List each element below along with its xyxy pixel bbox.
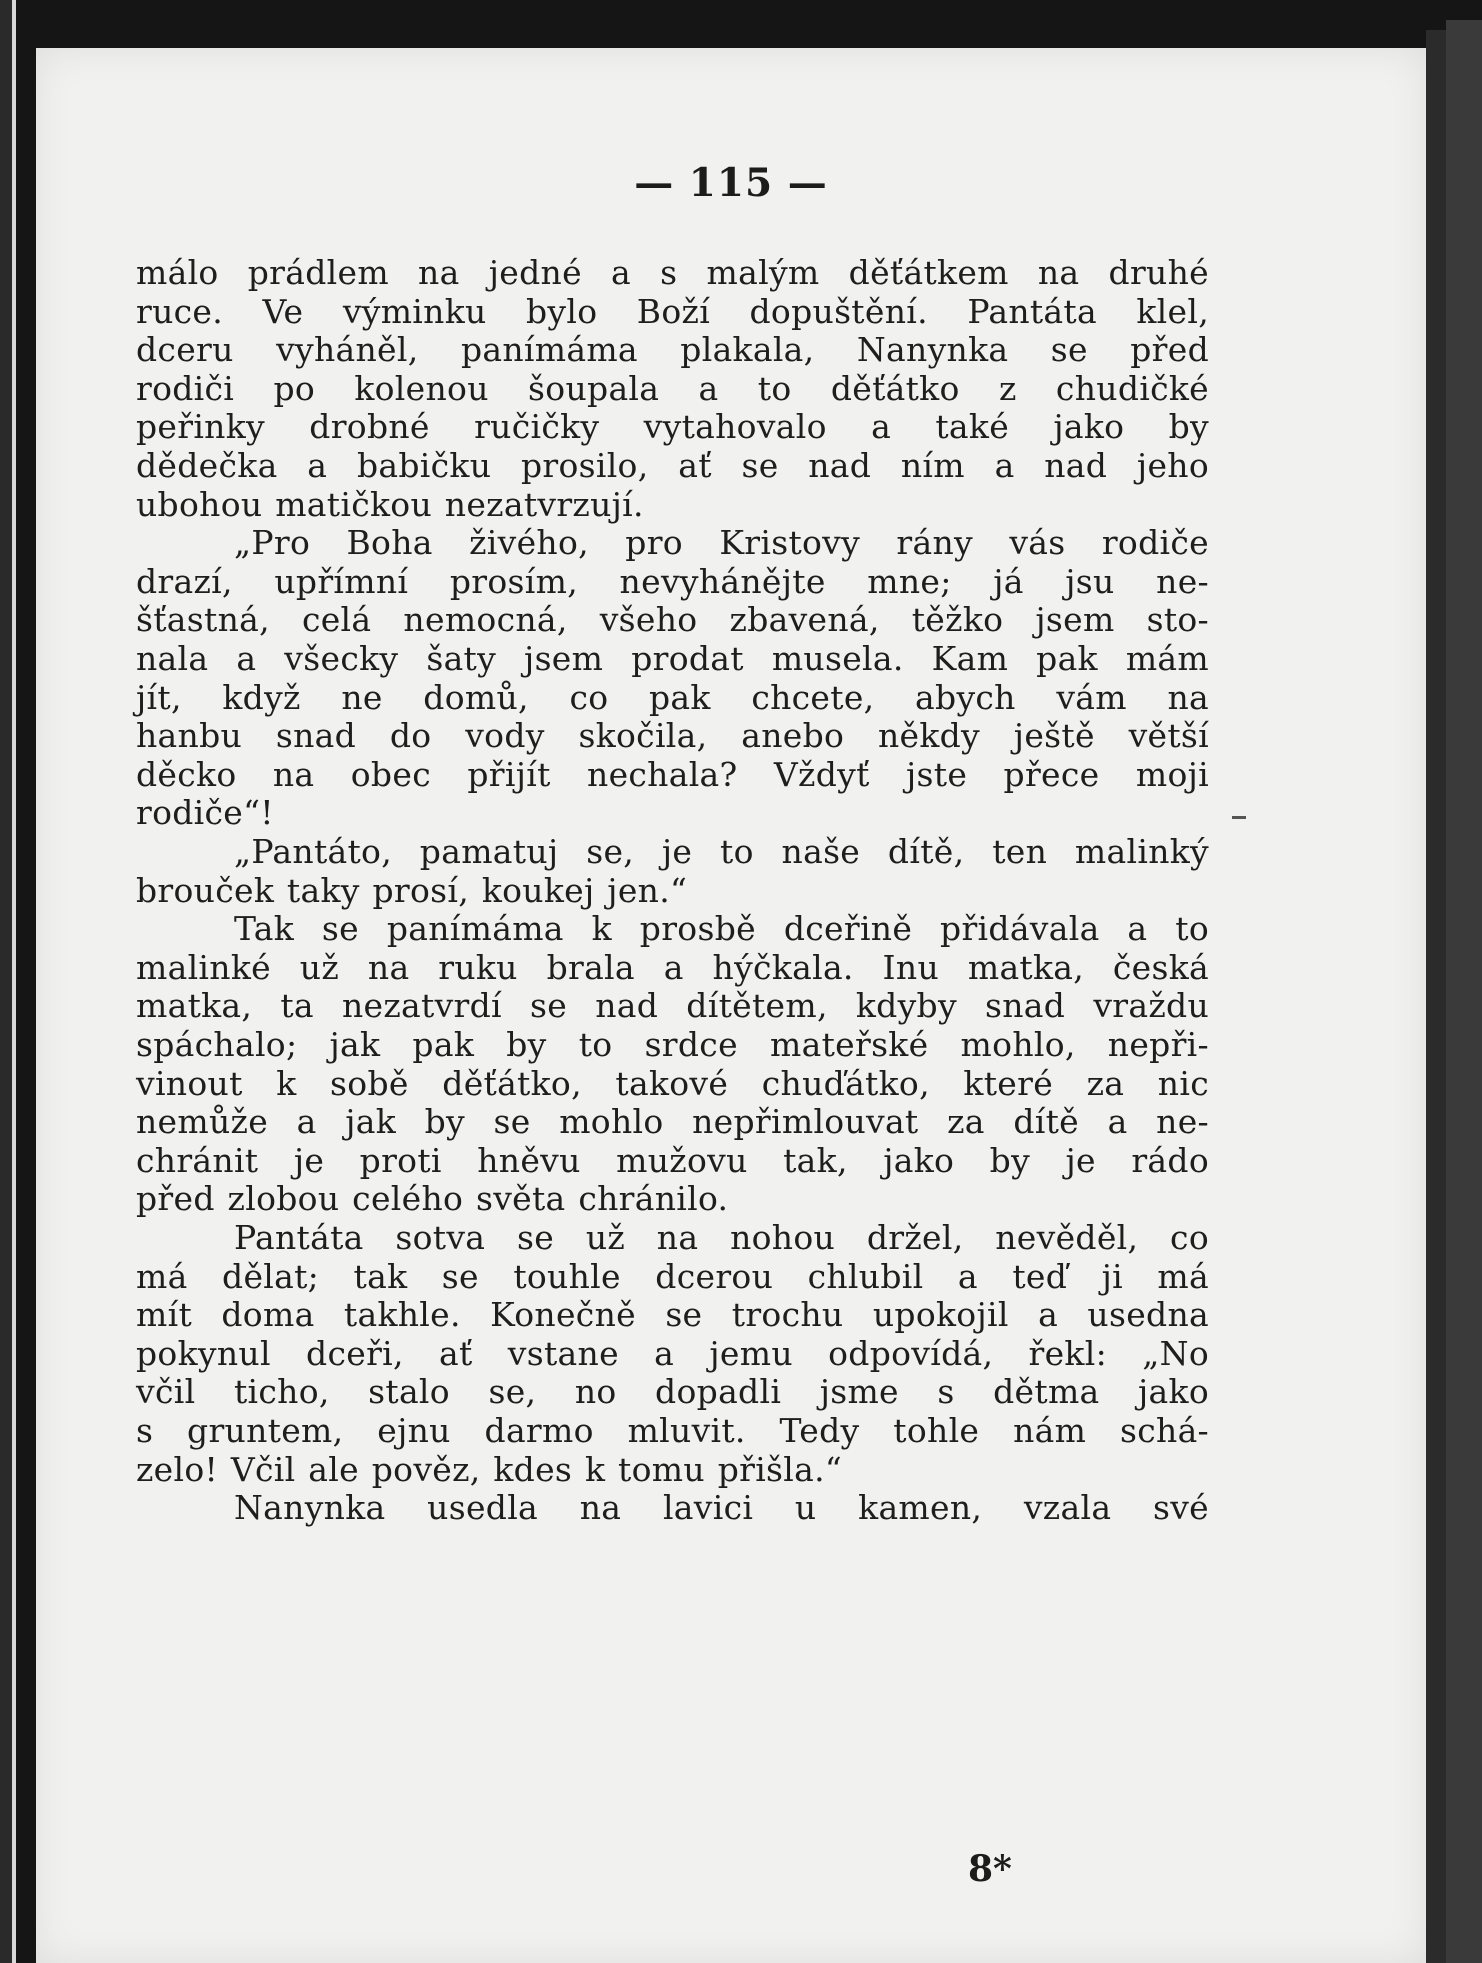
text-line: ruce. Ve výminku bylo Boží dopuštění. Pantáta klel, xyxy=(136,291,1209,331)
text-line: „Pantáto, pamatuj se, je to naše dítě, ten malinký xyxy=(234,832,1209,871)
text-line: má dělat; tak se touhle dcerou chlubil a teď ji má xyxy=(136,1256,1209,1296)
text-line: rodiči po kolenou šoupala a to děťátko z chudičké xyxy=(136,368,1209,408)
text-line: ubohou matičkou nezatvrzují. xyxy=(136,484,644,524)
margin-mark xyxy=(1232,816,1246,819)
text-line: spáchalo; jak pak by to srdce mateřské mohlo, nepři- xyxy=(136,1025,1209,1064)
text-line: šťastná, celá nemocná, všeho zbavená, těžko jsem sto- xyxy=(136,600,1209,640)
text-line: s gruntem, ejnu darmo mluvit. Tedy tohle nám schá- xyxy=(136,1411,1209,1450)
text-line: dceru vyháněl, panímáma plakala, Nanynka se před xyxy=(136,330,1209,370)
text-line: Nanynka usedla na lavici u kamen, vzala své xyxy=(234,1488,1209,1528)
text-line: brouček taky prosí, koukej jen.“ xyxy=(136,870,688,910)
text-line: mít doma takhle. Konečně se trochu upokojil a usedna xyxy=(136,1295,1209,1335)
scan-right-edge xyxy=(1426,30,1446,1963)
text-line: rodiče“! xyxy=(136,793,274,833)
text-line: Pantáta sotva se už na nohou držel, nevěděl, co xyxy=(234,1218,1209,1257)
text-line: „Pro Boha živého, pro Kristovy rány vás rodiče xyxy=(234,523,1209,563)
text-line: chránit je proti hněvu mužovu tak, jako by je rádo xyxy=(136,1140,1209,1180)
text-line: vinout k sobě děťátko, takové chuďátko, které za nic xyxy=(136,1063,1209,1103)
text-line: dědečka a babičku prosilo, ať se nad ním a nad jeho xyxy=(136,446,1209,485)
scan-right-margin xyxy=(1446,20,1482,1963)
text-line: pokynul dceři, ať vstane a jemu odpovídá, řekl: „No xyxy=(136,1333,1209,1373)
book-page xyxy=(36,48,1426,1963)
text-line: matka, ta nezatvrdí se nad dítětem, kdyby snad vraždu xyxy=(136,986,1209,1026)
scan-left-margin xyxy=(0,0,12,1963)
text-line: peřinky drobné ručičky vytahovalo a také jako by xyxy=(136,407,1209,447)
text-line: jít, když ne domů, co pak chcete, abych vám na xyxy=(136,677,1209,717)
text-line: nemůže a jak by se mohlo nepřimlouvat za dítě a ne- xyxy=(136,1102,1209,1142)
text-line: drazí, upřímní prosím, nevyháněјte mne; já jsu ne- xyxy=(136,561,1209,601)
text-line: děcko na obec přijít nechala? Vždyť jste přece moji xyxy=(136,754,1209,794)
text-line: zelo! Včil ale pověz, kdes k tomu přišla.“ xyxy=(136,1449,843,1489)
text-line: Tak se panímáma k prosbě dceřině přidávala a to xyxy=(234,909,1209,949)
text-line: před zlobou celého světa chránilo. xyxy=(136,1179,729,1219)
printer-signature-mark: 8* xyxy=(968,1848,1012,1890)
page-number: — 115 — xyxy=(634,160,828,206)
text-line: malinké už na ruku brala a hýčkala. Inu matka, česká xyxy=(136,947,1209,987)
text-line: hanbu snad do vody skočila, anebo někdy ještě větší xyxy=(136,716,1209,756)
text-line: málo prádlem na jedné a s malým děťátkem na druhé xyxy=(136,253,1209,292)
text-line: nala a všecky šaty jsem prodat musela. Kam pak mám xyxy=(136,639,1209,678)
text-line: včil ticho, stalo se, no dopadli jsme s dětma jako xyxy=(136,1372,1209,1412)
scan-left-edge-line xyxy=(12,0,16,1963)
